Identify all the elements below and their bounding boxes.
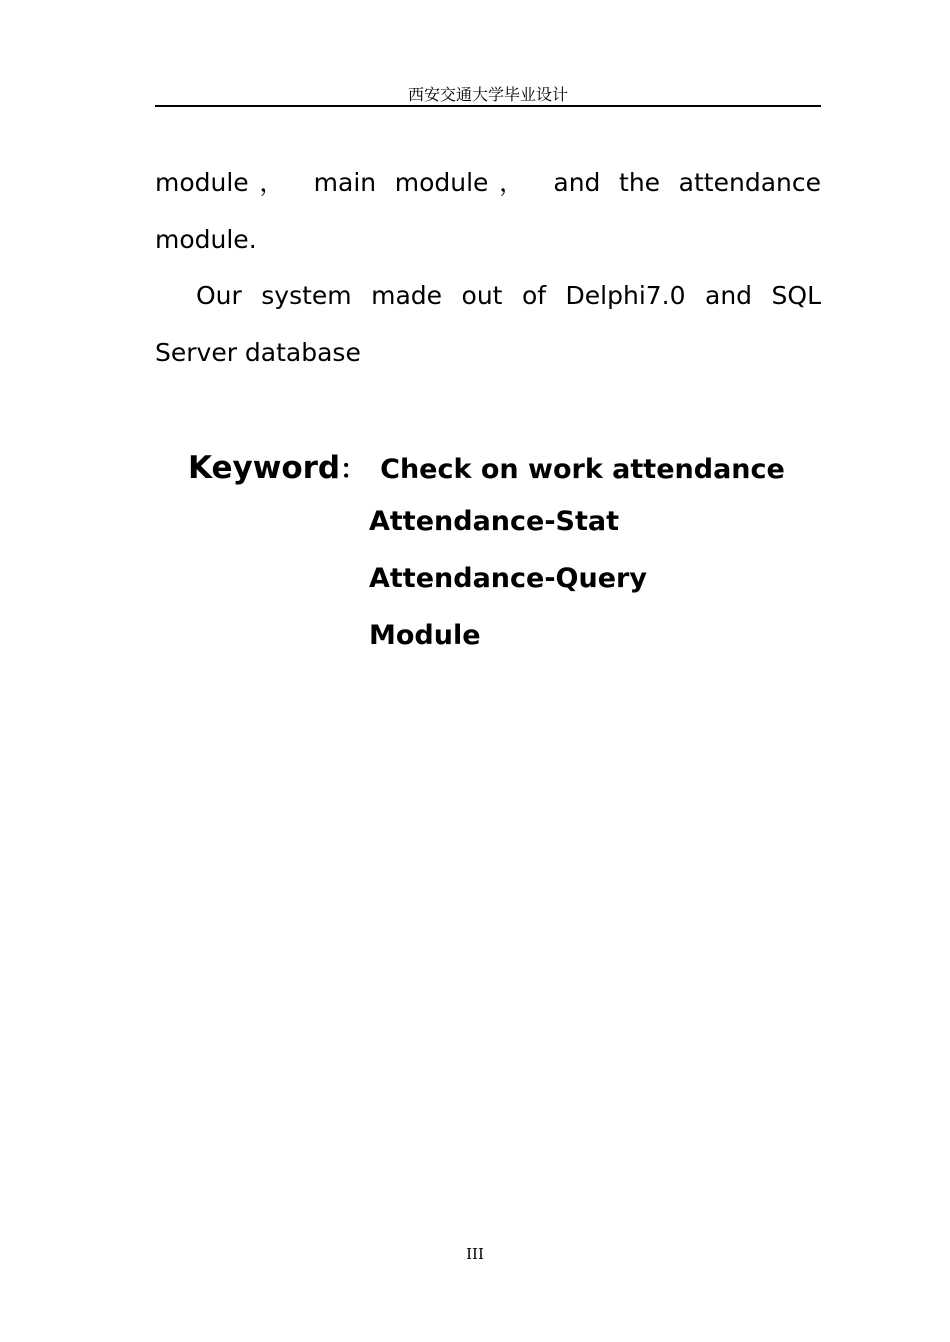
- keyword-label: Keyword: [188, 450, 341, 486]
- body-line-4: Server database: [155, 338, 361, 367]
- body-line-3: Our system made out of Delphi7.0 and SQL: [196, 281, 821, 310]
- keyword-item-1: Check on work attendance: [380, 454, 785, 485]
- body-line-1: module， main module， and the attendance: [155, 168, 821, 197]
- keyword-item-4: Module: [369, 620, 481, 651]
- body-line-2: module.: [155, 225, 257, 254]
- keyword-item-3: Attendance-Query: [369, 563, 647, 594]
- keyword-row: [188, 446, 785, 490]
- page-number: III: [466, 1245, 484, 1263]
- page-header: [155, 84, 821, 107]
- header-title: 西安交通大学毕业设计: [407, 85, 568, 104]
- keyword-separator: ：: [340, 455, 367, 485]
- keyword-item-2: Attendance-Stat: [369, 506, 620, 537]
